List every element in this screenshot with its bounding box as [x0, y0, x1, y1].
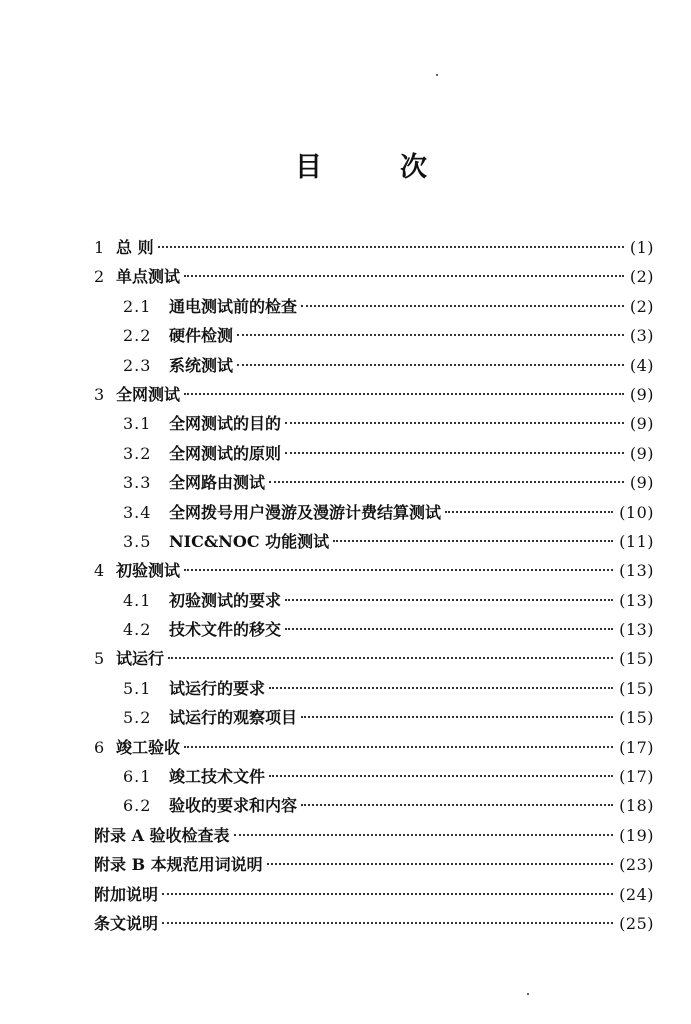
toc-entry-label: 初验测试: [116, 561, 181, 581]
toc-entry-number: 3.1: [123, 414, 152, 434]
leader-dots: [184, 275, 624, 277]
toc-entry[interactable]: [94, 439, 654, 468]
toc-entry-page: (15): [619, 649, 654, 669]
leader-dots: [445, 511, 613, 513]
title-char-1: 目: [295, 152, 322, 183]
toc-entry-label: 全网路由测试: [169, 473, 266, 493]
toc-entry-number: 6.1: [123, 767, 152, 787]
toc-entry-page: (9): [629, 473, 654, 493]
toc-entry-number: 4.2: [123, 620, 152, 640]
toc-entry[interactable]: [94, 351, 654, 380]
toc-entry-label: 竣工技术文件: [169, 767, 266, 787]
toc-entry-label: 全网测试: [116, 384, 181, 404]
toc-entry-number: 3.2: [123, 443, 152, 463]
toc-entry[interactable]: [94, 409, 654, 438]
toc-entry-label: 附录 B 本规范用词说明: [94, 855, 263, 875]
toc-entry-label: 全网测试的原则: [169, 443, 282, 463]
toc-entry-page: (15): [619, 678, 654, 698]
toc-entry[interactable]: [94, 498, 654, 527]
toc-entry-page: (24): [619, 884, 654, 904]
toc-entry[interactable]: [94, 880, 654, 909]
toc-entry-page: (15): [619, 708, 654, 728]
leader-dots: [184, 393, 624, 395]
toc-entry[interactable]: [94, 762, 654, 791]
toc-entry-page: (2): [629, 267, 654, 287]
leader-dots: [333, 540, 613, 542]
toc-entry[interactable]: [94, 586, 654, 615]
toc-entry-label: 竣工验收: [116, 737, 181, 757]
toc-entry-page: (13): [619, 590, 654, 610]
toc-entry-label: 全网拨号用户漫游及漫游计费结算测试: [169, 502, 442, 522]
toc-entry-number: 3.5: [123, 531, 152, 551]
toc-entry[interactable]: [94, 615, 654, 644]
toc-entry-label: 硬件检测: [169, 326, 234, 346]
toc-entry[interactable]: [94, 674, 654, 703]
leader-dots: [301, 716, 613, 718]
toc-entry[interactable]: [94, 321, 654, 350]
table-of-contents: [94, 233, 654, 938]
toc-entry-label: 验收的要求和内容: [169, 796, 298, 816]
toc-entry[interactable]: [94, 644, 654, 673]
toc-entry-number: 6: [94, 737, 105, 757]
toc-entry-page: (1): [629, 238, 654, 257]
scan-speck: [527, 993, 529, 995]
toc-entry[interactable]: [94, 233, 654, 262]
leader-dots: [237, 364, 624, 366]
toc-entry-label: 附录 A 验收检查表: [94, 825, 230, 845]
toc-entry-page: (19): [619, 825, 654, 845]
toc-entry[interactable]: [94, 850, 654, 879]
toc-entry-label: 技术文件的移交: [169, 620, 282, 640]
toc-entry-label: 条文说明: [94, 913, 159, 933]
leader-dots: [184, 569, 613, 571]
toc-entry-label: 试运行的观察项目: [169, 708, 298, 728]
toc-entry[interactable]: [94, 556, 654, 585]
toc-entry[interactable]: [94, 821, 654, 850]
toc-entry-page: (13): [619, 620, 654, 640]
toc-entry-number: 4: [94, 561, 105, 581]
toc-entry-page: (23): [619, 855, 654, 875]
toc-entry-number: 5.2: [123, 708, 152, 728]
toc-entry-label: 系统测试: [169, 355, 234, 375]
leader-dots: [168, 657, 613, 659]
toc-entry-page: (17): [619, 737, 654, 757]
toc-entry-page: (9): [629, 443, 654, 463]
toc-entry-page: (18): [619, 796, 654, 816]
toc-entry-label: 单点测试: [116, 267, 181, 287]
leader-dots: [269, 481, 624, 483]
toc-entry[interactable]: [94, 791, 654, 820]
leader-dots: [285, 599, 613, 601]
toc-entry-label: 总 则: [116, 238, 154, 257]
toc-entry-label: 附加说明: [94, 884, 159, 904]
toc-entry[interactable]: [94, 909, 654, 938]
toc-entry-page: (17): [619, 767, 654, 787]
toc-entry-label: 初验测试的要求: [169, 590, 282, 610]
toc-entry-page: (4): [629, 355, 654, 375]
leader-dots: [301, 804, 613, 806]
toc-entry[interactable]: [94, 733, 654, 762]
toc-entry[interactable]: [94, 262, 654, 291]
toc-entry-number: 2.2: [123, 326, 152, 346]
toc-entry-number: 2.3: [123, 355, 152, 375]
toc-entry-page: (10): [619, 502, 654, 522]
leader-dots: [184, 746, 613, 748]
toc-entry-number: 3.3: [123, 473, 152, 493]
toc-entry-page: (13): [619, 561, 654, 581]
leader-dots: [285, 422, 624, 424]
leader-dots: [301, 305, 624, 307]
toc-entry-number: 6.2: [123, 796, 152, 816]
toc-entry-label: 全网测试的目的: [169, 414, 282, 434]
leader-dots: [234, 834, 614, 836]
toc-entry-label: 通电测试前的检查: [169, 296, 298, 316]
toc-entry-page: (9): [629, 414, 654, 434]
leader-dots: [285, 452, 624, 454]
toc-entry-number: 2.1: [123, 296, 152, 316]
toc-entry[interactable]: [94, 380, 654, 409]
leader-dots: [269, 775, 613, 777]
title-char-2: 次: [400, 152, 427, 183]
toc-entry-page: (2): [629, 296, 654, 316]
leader-dots: [162, 893, 613, 895]
toc-entry-number: 5.1: [123, 678, 152, 698]
toc-entry-label: 试运行: [116, 649, 165, 669]
toc-entry-page: (9): [629, 384, 654, 404]
scan-speck: [436, 74, 438, 76]
toc-entry-number: 3.4: [123, 502, 152, 522]
toc-entry-page: (3): [629, 326, 654, 346]
toc-entry-number: 5: [94, 649, 105, 669]
page-title: [295, 145, 427, 184]
leader-dots: [237, 334, 624, 336]
toc-entry[interactable]: [94, 292, 654, 321]
toc-entry-number: 2: [94, 267, 105, 287]
toc-entry[interactable]: [94, 468, 654, 497]
toc-entry[interactable]: [94, 703, 654, 732]
leader-dots: [162, 922, 613, 924]
toc-entry[interactable]: [94, 527, 654, 556]
toc-entry-label: NIC&NOC 功能测试: [169, 531, 330, 551]
leader-dots: [158, 246, 624, 248]
toc-entry-number: 4.1: [123, 590, 152, 610]
toc-entry-page: (25): [619, 913, 654, 933]
leader-dots: [267, 863, 613, 865]
toc-entry-label: 试运行的要求: [169, 678, 266, 698]
toc-entry-page: (11): [619, 531, 654, 551]
leader-dots: [269, 687, 613, 689]
toc-entry-number: 3: [94, 384, 105, 404]
leader-dots: [285, 628, 613, 630]
toc-entry-number: 1: [94, 238, 105, 257]
